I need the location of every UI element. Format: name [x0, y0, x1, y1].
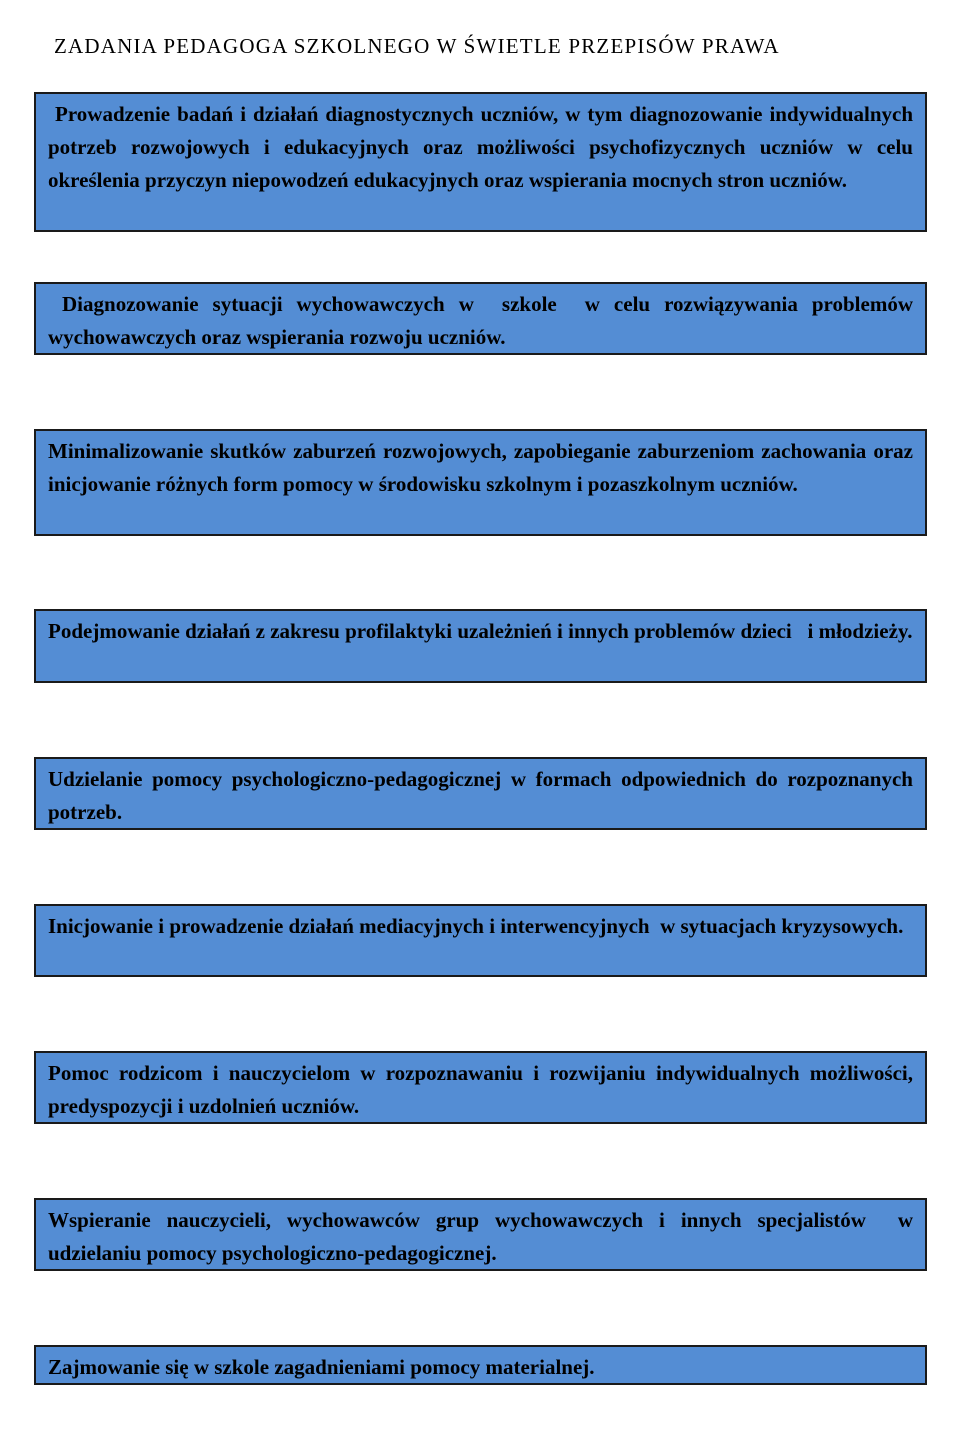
task-box-5 [34, 757, 927, 830]
task-text-4: Podejmowanie działań z zakresu profilaktyki uzależnień i innych problemów dzieci i młodzieży. [48, 619, 913, 643]
task-text-2: Diagnozowanie sytuacji wychowawczych w szkole w celu rozwiązywania problemów wychowawczych oraz wspierania rozwoju uczniów. [48, 292, 919, 349]
task-text-5: Udzielanie pomocy psychologiczno-pedagogicznej w formach odpowiednich do rozpoznanych potrzeb. [48, 767, 919, 824]
task-text-8: Wspieranie nauczycieli, wychowawców grup wychowawczych i innych specjalistów w udzielaniu pomocy psychologiczno-pedagogicznej. [48, 1208, 919, 1265]
task-text-7: Pomoc rodzicom i nauczycielom w rozpoznawaniu i rozwijaniu indywidualnych możliwości, predyspozycji i uzdolnień uczniów. [48, 1061, 919, 1118]
task-box-4 [34, 609, 927, 683]
task-box-1 [34, 92, 927, 232]
task-box-6 [34, 904, 927, 977]
task-box-2 [34, 282, 927, 355]
task-box-9 [34, 1345, 927, 1385]
task-text-9: Zajmowanie się w szkole zagadnieniami pomocy materialnej. [48, 1355, 595, 1379]
task-box-7 [34, 1051, 927, 1124]
task-box-3 [34, 429, 927, 536]
task-text-1: Prowadzenie badań i działań diagnostycznych uczniów, w tym diagnozowanie indywidualnych potrzeb rozwojowych i edukacyjnych oraz możliwości psychofizycznych uczniów w celu określenia przyczyn niepowodzeń edukacyjnych oraz wspierania mocnych stron uczniów. [48, 102, 919, 192]
task-box-8 [34, 1198, 927, 1271]
task-text-3: Minimalizowanie skutków zaburzeń rozwojowych, zapobieganie zaburzeniom zachowania oraz inicjowanie różnych form pomocy w środowisku szkolnym i pozaszkolnym uczniów. [48, 439, 919, 496]
page-title: ZADANIA PEDAGOGA SZKOLNEGO W ŚWIETLE PRZEPISÓW PRAWA [54, 34, 780, 58]
task-text-6: Inicjowanie i prowadzenie działań mediacyjnych i interwencyjnych w sytuacjach kryzysowych. [48, 914, 904, 938]
